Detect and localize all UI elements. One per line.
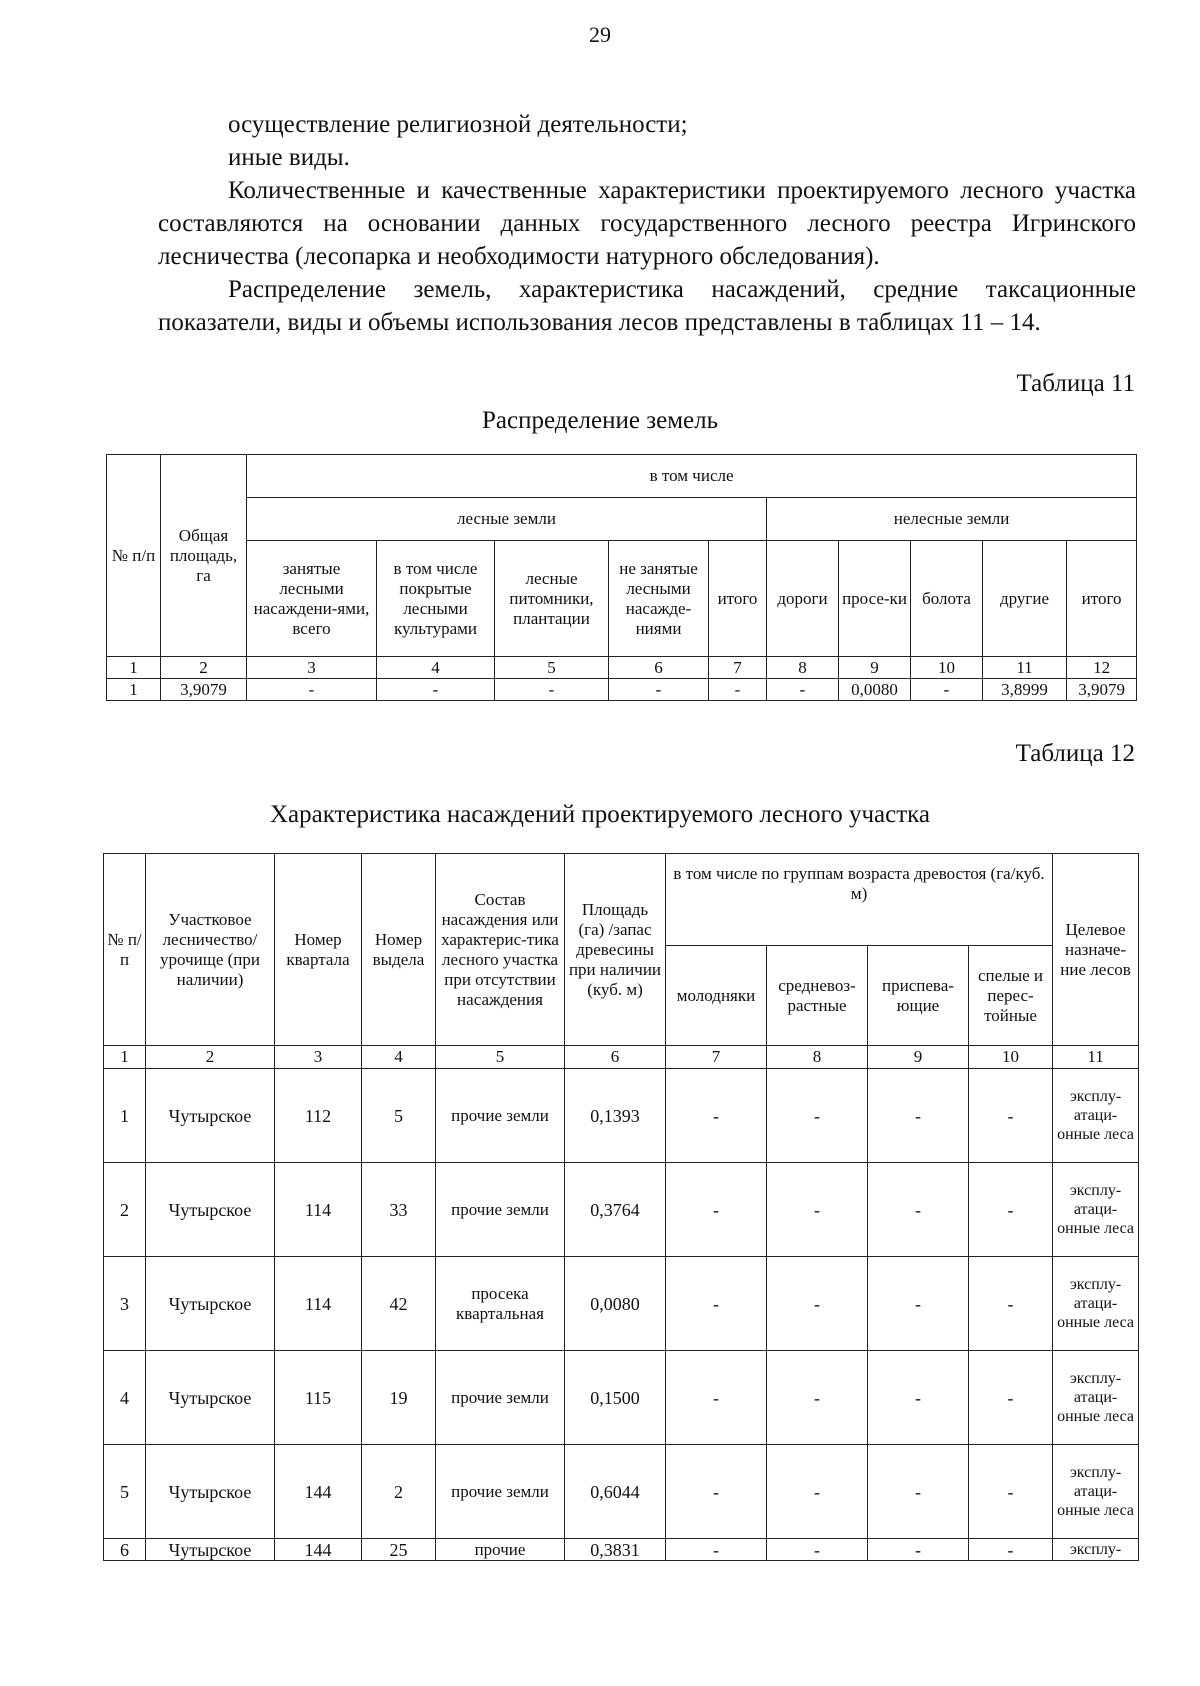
table-cell: Чутырское	[146, 1351, 275, 1445]
header-cell: лесные питомники, плантации	[495, 541, 609, 657]
table-cell: 112	[275, 1069, 362, 1163]
header-purpose: Целевое назначе-ние лесов	[1053, 854, 1139, 1046]
column-number: 1	[104, 1046, 146, 1069]
column-number: 9	[868, 1046, 969, 1069]
header-cell: не занятые лесными насажде-ниями	[609, 541, 709, 657]
header-cell: итого	[709, 541, 767, 657]
table-cell: -	[969, 1163, 1053, 1257]
header-cell: дороги	[767, 541, 839, 657]
column-number: 1	[107, 657, 161, 679]
column-number: 7	[709, 657, 767, 679]
table-cell: -	[767, 1069, 868, 1163]
table-cell: -	[969, 1257, 1053, 1351]
table12-label: Таблица 12	[1015, 740, 1135, 767]
column-number: 5	[495, 657, 609, 679]
table-cell: 1	[104, 1069, 146, 1163]
header-maturing: приспева-ющие	[868, 946, 969, 1046]
table-cell: 0,6044	[565, 1445, 666, 1539]
column-number: 12	[1067, 657, 1137, 679]
table-cell: -	[709, 679, 767, 701]
header-mature: спелые и перес-тойные	[969, 946, 1053, 1046]
table-cell: -	[868, 1257, 969, 1351]
column-number: 3	[247, 657, 377, 679]
column-number: 2	[161, 657, 247, 679]
table-cell: -	[868, 1163, 969, 1257]
column-number: 9	[839, 657, 911, 679]
table-cell: 0,1393	[565, 1069, 666, 1163]
table-cell: -	[767, 1163, 868, 1257]
header-quarter: Номер квартала	[275, 854, 362, 1046]
header-cell: другие	[983, 541, 1067, 657]
table-cell: -	[666, 1069, 767, 1163]
column-number: 10	[911, 657, 983, 679]
column-number: 6	[565, 1046, 666, 1069]
column-number: 5	[436, 1046, 565, 1069]
table-cell: 33	[362, 1163, 436, 1257]
table-cell: прочие земли	[436, 1069, 565, 1163]
table12-title: Характеристика насаждений проектируемого лесного участка	[269, 801, 931, 828]
column-number-row	[104, 1046, 1139, 1069]
column-number: 3	[275, 1046, 362, 1069]
column-number: 7	[666, 1046, 767, 1069]
table-cell: 5	[104, 1445, 146, 1539]
header-cell: просе-ки	[839, 541, 911, 657]
header-cell: в том числе покрытые лесными культурами	[377, 541, 495, 657]
table-cell: прочие земли	[436, 1163, 565, 1257]
column-number: 2	[146, 1046, 275, 1069]
page-number: 29	[589, 22, 611, 47]
column-number: 6	[609, 657, 709, 679]
table-cell: 0,3831	[565, 1539, 666, 1561]
table-cell: 4	[104, 1351, 146, 1445]
table-row	[104, 1163, 1139, 1257]
column-number: 11	[983, 657, 1067, 679]
header-section: Номер выдела	[362, 854, 436, 1046]
table-cell: -	[767, 1539, 868, 1561]
table-cell: эксплу-атаци-онные леса	[1053, 1257, 1139, 1351]
table-cell: -	[868, 1445, 969, 1539]
table-cell: -	[767, 679, 839, 701]
table11-title: Распределение земель	[482, 407, 718, 434]
table-cell: -	[666, 1539, 767, 1561]
table11-label: Таблица 11	[1016, 370, 1135, 397]
table-cell: -	[609, 679, 709, 701]
table-cell: -	[666, 1257, 767, 1351]
table-cell: Чутырское	[146, 1445, 275, 1539]
table-cell: 2	[362, 1445, 436, 1539]
table-cell: 2	[104, 1163, 146, 1257]
body-text	[158, 108, 1136, 339]
table-cell: эксплу-атаци-онные леса	[1053, 1163, 1139, 1257]
table-cell: Чутырское	[146, 1539, 275, 1561]
column-number: 11	[1053, 1046, 1139, 1069]
table-cell: 6	[104, 1539, 146, 1561]
table-cell: -	[868, 1069, 969, 1163]
table-cell: -	[868, 1351, 969, 1445]
table-row	[104, 1069, 1139, 1163]
table-cell: 114	[275, 1257, 362, 1351]
table-cell: прочие	[436, 1539, 565, 1561]
table-cell: 3	[104, 1257, 146, 1351]
header-total-area: Общая площадь, га	[161, 455, 247, 657]
table-cell: эксплу-атаци-онные леса	[1053, 1069, 1139, 1163]
table-cell: прочие земли	[436, 1351, 565, 1445]
header-nonforest-lands: нелесные земли	[767, 498, 1137, 541]
table-row	[104, 1539, 1139, 1561]
column-number-row	[107, 657, 1137, 679]
table-cell: 114	[275, 1163, 362, 1257]
table-cell: 1	[107, 679, 161, 701]
table-cell: -	[969, 1351, 1053, 1445]
paragraph: осуществление религиозной деятельности;	[228, 111, 688, 138]
header-composition: Состав насаждения или характерис-тика лесного участка при отсутствии насаждения	[436, 854, 565, 1046]
table-cell: 0,3764	[565, 1163, 666, 1257]
header-middle: средневоз-растные	[767, 946, 868, 1046]
column-number: 8	[767, 657, 839, 679]
table-cell: 3,8999	[983, 679, 1067, 701]
table-cell: -	[969, 1539, 1053, 1561]
column-number: 10	[969, 1046, 1053, 1069]
table-cell: -	[247, 679, 377, 701]
table-cell: Чутырское	[146, 1069, 275, 1163]
table-cell: -	[666, 1351, 767, 1445]
header-forest-lands: лесные земли	[247, 498, 767, 541]
table-cell: -	[495, 679, 609, 701]
table-cell: эксплу-атаци-онные леса	[1053, 1351, 1139, 1445]
paragraph: Распределение земель, характеристика насаждений, средние таксационные показатели, виды и объемы использования лесов представлены в таблицах 11 – 14.	[158, 276, 1136, 336]
table-land-distribution	[106, 454, 1137, 701]
table-row	[104, 1351, 1139, 1445]
table-cell: -	[911, 679, 983, 701]
header-including: в том числе	[247, 455, 1137, 498]
header-num: № п/п	[107, 455, 161, 657]
table-cell: 19	[362, 1351, 436, 1445]
table-cell: 0,1500	[565, 1351, 666, 1445]
table-cell: -	[666, 1163, 767, 1257]
table-cell: 144	[275, 1445, 362, 1539]
table-cell: 144	[275, 1539, 362, 1561]
header-cell: болота	[911, 541, 983, 657]
table-cell: 25	[362, 1539, 436, 1561]
table-cell: -	[969, 1069, 1053, 1163]
header-young: молодняки	[666, 946, 767, 1046]
table-row	[104, 1445, 1139, 1539]
header-district: Участковое лесничество/ урочище (при наличии)	[146, 854, 275, 1046]
table-cell: просека квартальная	[436, 1257, 565, 1351]
header-area: Площадь (га) /запас древесины при наличии (куб. м)	[565, 854, 666, 1046]
column-number: 4	[377, 657, 495, 679]
table-cell: -	[767, 1257, 868, 1351]
table-cell: -	[666, 1445, 767, 1539]
table-cell: 3,9079	[1067, 679, 1137, 701]
header-age-groups: в том числе по группам возраста древостоя (га/куб. м)	[666, 854, 1053, 946]
table-cell: 0,0080	[565, 1257, 666, 1351]
table-cell: -	[767, 1351, 868, 1445]
column-number: 8	[767, 1046, 868, 1069]
table-cell: 5	[362, 1069, 436, 1163]
table-row	[104, 1257, 1139, 1351]
table-cell: -	[868, 1539, 969, 1561]
header-cell: итого	[1067, 541, 1137, 657]
table-cell: эксплу-атаци-онные леса	[1053, 1445, 1139, 1539]
table-stand-characteristics	[103, 853, 1139, 1561]
table-cell: Чутырское	[146, 1257, 275, 1351]
header-cell: занятые лесными насаждени-ями, всего	[247, 541, 377, 657]
table-cell: -	[767, 1445, 868, 1539]
header-num: № п/п	[104, 854, 146, 1046]
table-cell: эксплу-	[1053, 1539, 1139, 1561]
column-number: 4	[362, 1046, 436, 1069]
table-cell: -	[969, 1445, 1053, 1539]
table-cell: 42	[362, 1257, 436, 1351]
paragraph: иные виды.	[228, 144, 350, 171]
table-cell: 3,9079	[161, 679, 247, 701]
table-row	[107, 679, 1137, 701]
table-cell: -	[377, 679, 495, 701]
table-cell: 0,0080	[839, 679, 911, 701]
table-cell: прочие земли	[436, 1445, 565, 1539]
paragraph: Количественные и качественные характеристики проектируемого лесного участка составляются на основании данных государственного лесного реестра Игринского лесничества (лесопарка и необходимости натурного обследования).	[158, 177, 1136, 270]
table-cell: Чутырское	[146, 1163, 275, 1257]
table-cell: 115	[275, 1351, 362, 1445]
